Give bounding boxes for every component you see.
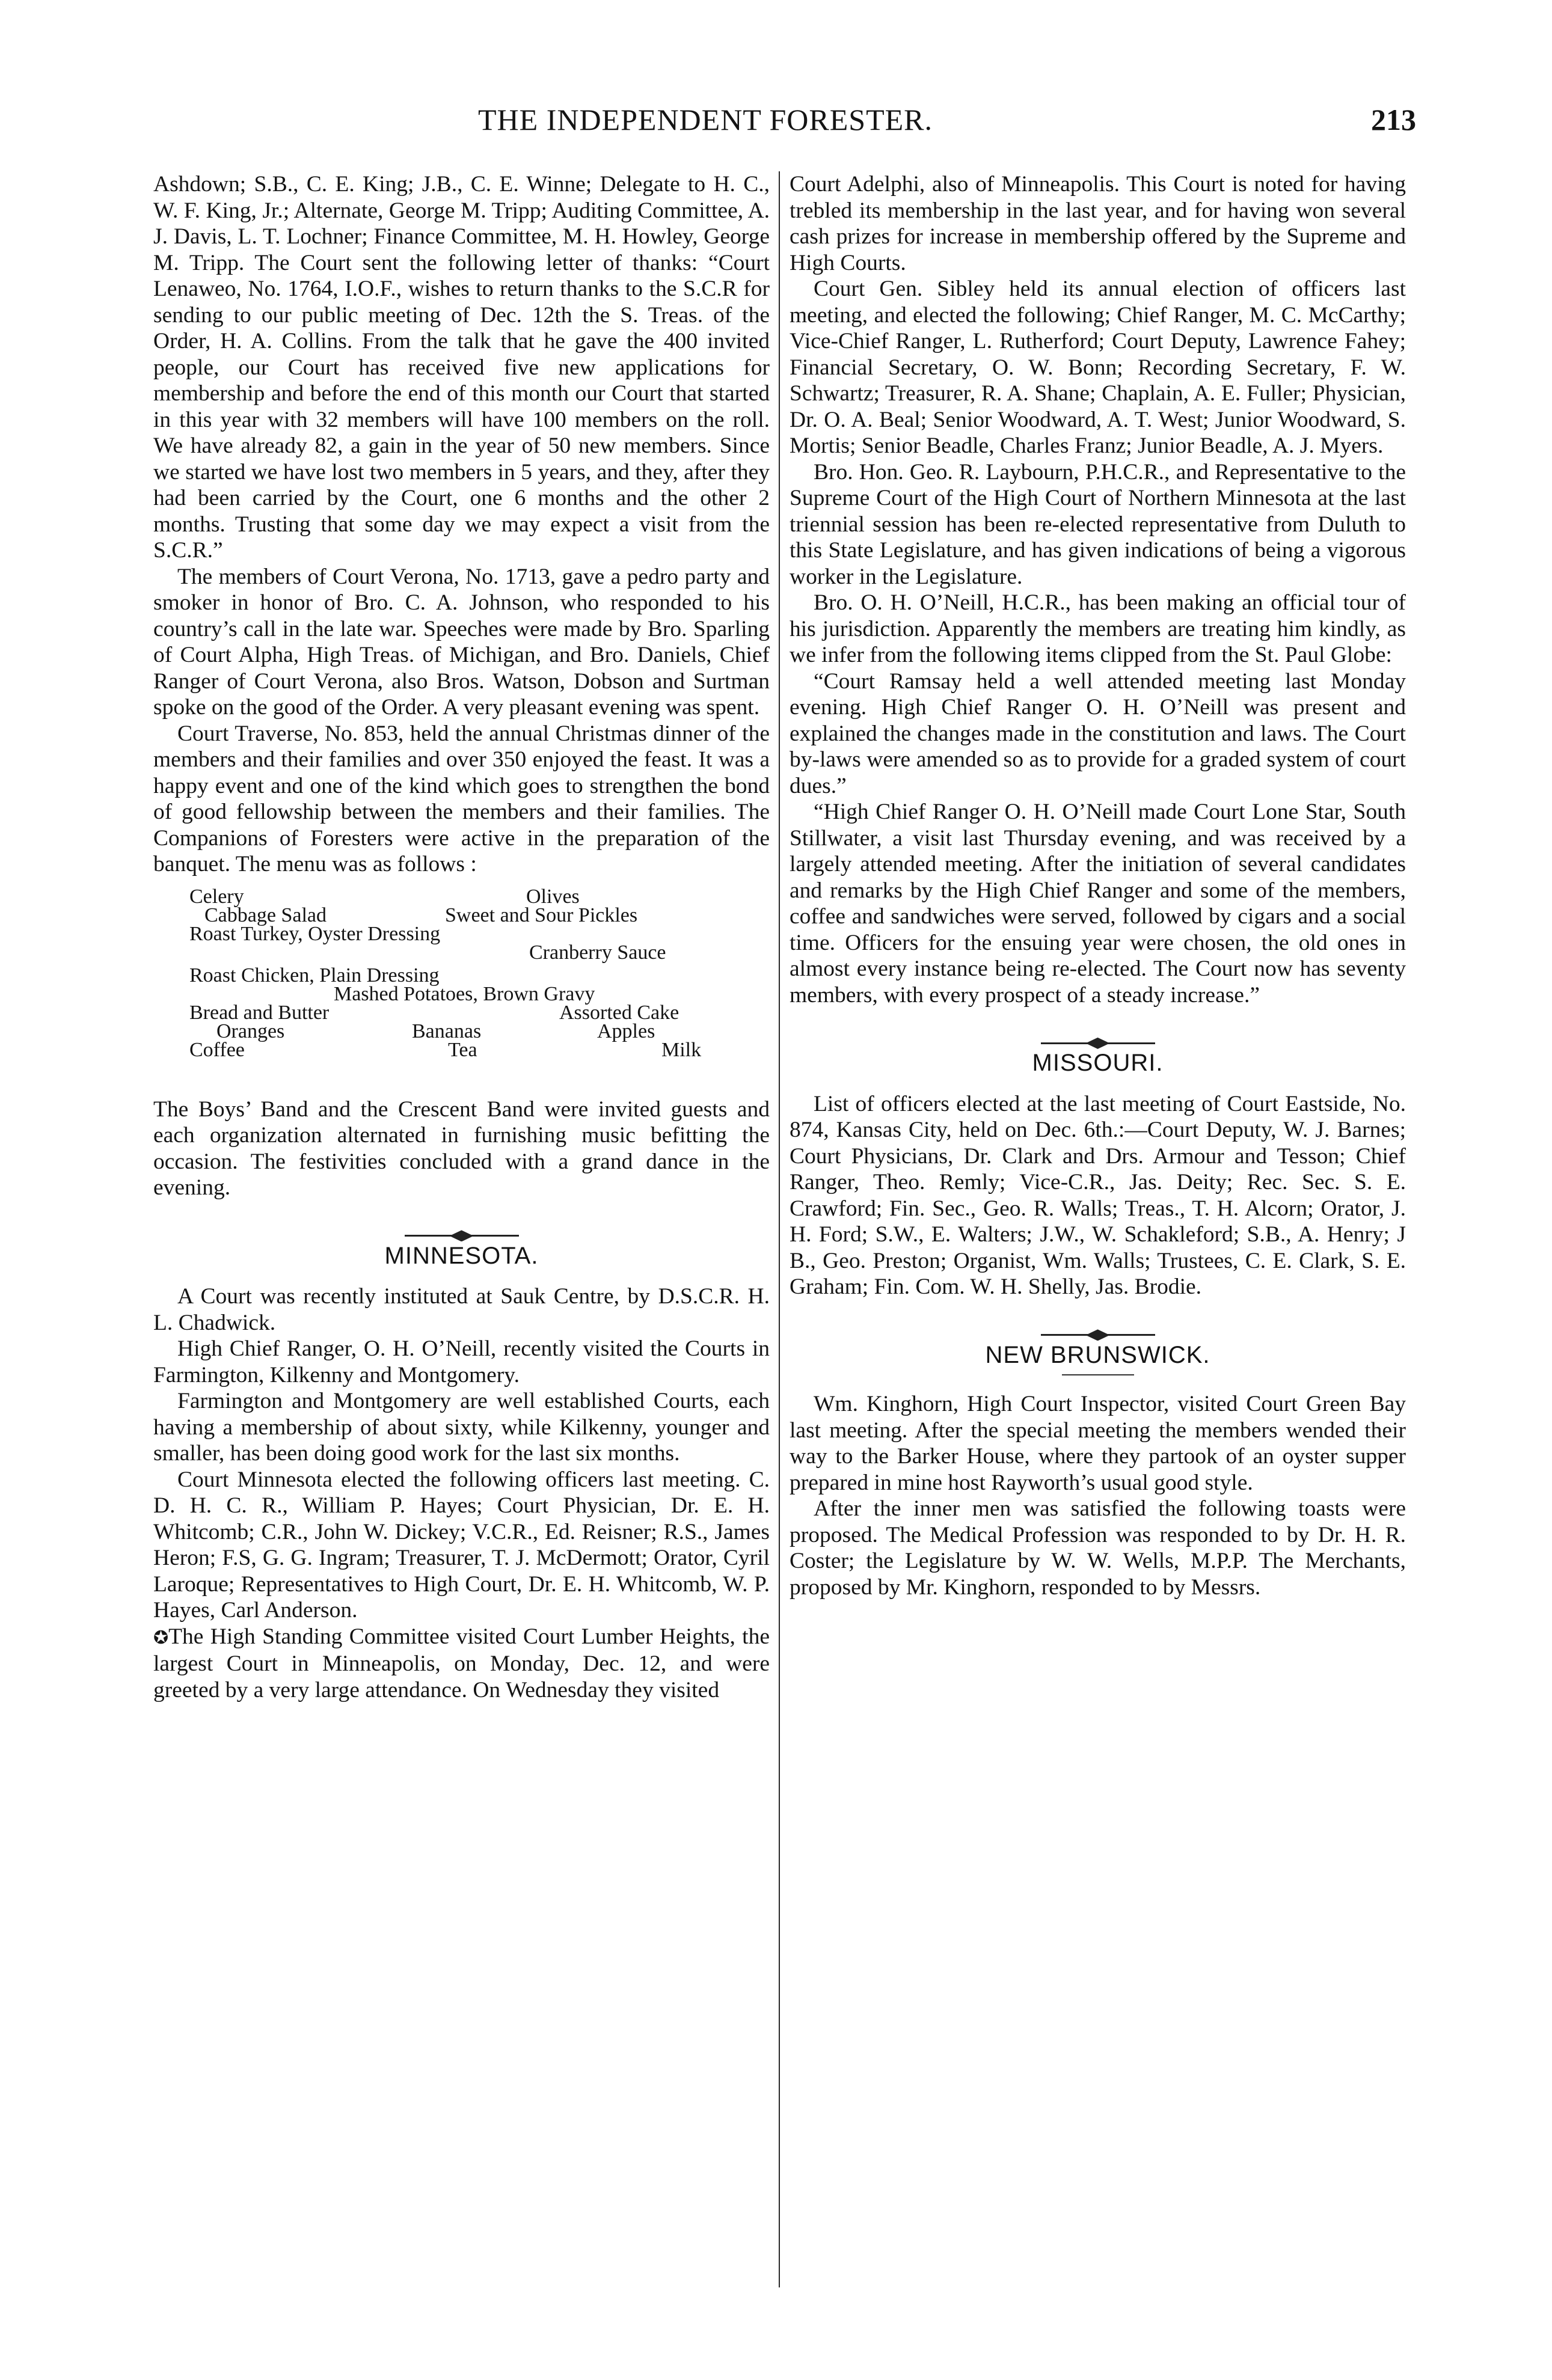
menu-item: Roast Turkey, Oyster Dressing bbox=[189, 922, 441, 945]
article-paragraph: The members of Court Verona, No. 1713, gave a pedro party and smoker in honor of Bro. C. A. Johnson, who responded to his country’s call in the late war. Speeches were made by Bro. Sparling of Court Alpha, High Treas. of Michigan, and Bro. Daniels, Chief Ranger of Court Verona, also Bros. Watson, Dobson and Surtman spoke on the good of the Order. A very pleasant evening was spent. bbox=[153, 564, 770, 720]
article-paragraph: “Court Ramsay held a well attended meeting last Monday evening. High Chief Ranger O. H. O’Neill was present and explained the changes made in the constitution and laws. The Court by-laws were amended so as to provide for a graded system of court dues.” bbox=[790, 668, 1406, 798]
heading-underline bbox=[1062, 1374, 1134, 1375]
article-paragraph: Bro. Hon. Geo. R. Laybourn, P.H.C.R., and Representative to the Supreme Court of the High Court of Northern Minnesota at the last triennial session has been re-elected representative from Duluth to this State Legislature, and has given indications of being a vigorous worker in the Legislature. bbox=[790, 459, 1406, 589]
menu-item: Oranges bbox=[216, 1020, 285, 1042]
menu-item: Mashed Potatoes, Brown Gravy bbox=[334, 982, 595, 1005]
article-paragraph: Bro. O. H. O’Neill, H.C.R., has been making an official tour of his jurisdiction. Apparently the members are treating him kindly, as we infer from the following items clipped from the St. Paul Globe: bbox=[790, 590, 1406, 667]
article-paragraph: List of officers elected at the last meeting of Court Eastside, No. 874, Kansas City, held on Dec. 6th.:—Court Deputy, W. J. Barnes; Court Physicians, Dr. Clark and Drs. Armour and Tesson; Chief Ranger, Theo. Remly; Vice-C.R., Jas. Deity; Rec. Sec. S. E. Crawford; Fin. Sec., Geo. R. Walls; Treas., T. H. Alcorn; Orator, J. H. Ford; S.W., E. Walters; J.W., W. Schakleford; S.B., A. Henry; J B., Geo. Preston; Organist, Wm. Walls; Trustees, C. E. Clark, S. E. Graham; Fin. Com. W. H. Shelly, Jas. Brodie. bbox=[790, 1091, 1406, 1299]
menu-item: Coffee bbox=[189, 1038, 245, 1061]
menu-item: Cabbage Salad bbox=[204, 904, 327, 926]
article-paragraph: Court Traverse, No. 853, held the annual Christmas dinner of the members and their families and over 350 enjoyed the feast. It was a happy event and one of the kind which goes to strengthen the bond of good fellowship between the members and their families. The Companions of Foresters were active in the preparation of the banquet. The menu was as follows : bbox=[153, 721, 770, 876]
menu-item: Bread and Butter bbox=[189, 1001, 330, 1024]
article-paragraph: A Court was recently instituted at Sauk Centre, by D.S.C.R. H. L. Chadwick. bbox=[153, 1284, 770, 1335]
menu-item: Sweet and Sour Pickles bbox=[445, 904, 638, 926]
article-paragraph: Wm. Kinghorn, High Court Inspector, visited Court Green Bay last meeting. After the special meeting the members wended their way to the Barker House, where they partook of an oyster supper prepared in mine host Rayworth’s usual good style. bbox=[790, 1392, 1406, 1495]
article-paragraph: High Chief Ranger, O. H. O’Neill, recently visited the Courts in Farmington, Kilkenny and Montgomery. bbox=[153, 1336, 770, 1387]
running-head bbox=[153, 102, 1416, 150]
page-number: 213 bbox=[1371, 103, 1416, 136]
article-paragraph: Ashdown; S.B., C. E. King; J.B., C. E. Winne; Delegate to H. C., W. F. King, Jr.; Alternate, George M. Tripp; Auditing Committee, A. J. Davis, L. T. Lochner; Finance Committee, M. H. Howley, George M. Tripp. The Court sent the following letter of thanks: “Court Lenaweo, No. 1764, I.O.F., wishes to return thanks to the S.C.R for sending to our public meeting of Dec. 12th the S. Treas. of the Order, H. A. Collins. From the talk that he gave the 400 invited people, our Court has received five new applications for membership and before the end of this month our Court that started in this year with 32 members will have 100 members on the roll. We have already 82, a gain in the year of 50 new members. Since we started we have lost two members in 5 years, and they, after they had been carried by the Court, one 6 months and the other 2 months. Trusting that some day we may expect a visit from the S.C.R.” bbox=[153, 172, 770, 563]
ornament-rule bbox=[405, 1235, 519, 1237]
journal-page bbox=[153, 102, 1416, 2326]
section-ornament bbox=[790, 1321, 1406, 1336]
journal-title: THE INDEPENDENT FORESTER. bbox=[478, 103, 933, 136]
section-heading-new-brunswick: NEW BRUNSWICK. bbox=[985, 1341, 1210, 1368]
menu-item: Olives bbox=[526, 885, 580, 908]
section-ornament bbox=[790, 1029, 1406, 1044]
ornament-rule bbox=[1041, 1042, 1155, 1044]
article-paragraph: Court Minnesota elected the following officers last meeting. C. D. H. C. R., William P. Hayes; Court Physician, Dr. E. H. Whitcomb; C.R., John W. Dickey; V.C.R., Ed. Reisner; R.S., James Heron; F.S, G. G. Ingram; Treasurer, T. J. McDermott; Orator, Cyril Laroque; Representatives to High Court, Dr. E. H. Whitcomb, W. P. Hayes, Carl Anderson. bbox=[153, 1467, 770, 1623]
left-column bbox=[153, 171, 770, 1703]
article-paragraph bbox=[153, 1624, 770, 1704]
article-paragraph: Court Gen. Sibley held its annual election of officers last meeting, and elected the following; Chief Ranger, M. C. McCarthy; Vice-Chief Ranger, L. Rutherford; Court Deputy, Lawrence Fahey; Financial Secretary, O. W. Bonn; Recording Secretary, F. W. Schwartz; Treasurer, R. A. Shane; Chaplain, A. E. Fuller; Physician, Dr. O. A. Beal; Senior Woodward, A. T. West; Junior Woodward, S. Mortis; Senior Beadle, Charles Franz; Junior Beadle, A. J. Myers. bbox=[790, 277, 1406, 458]
article-paragraph: “High Chief Ranger O. H. O’Neill made Court Lone Star, South Stillwater, a visit last Thursday evening, and was received by a largely attended meeting. After the initiation of several candidates and remarks by the High Chief Ranger and some of the members, coffee and sandwiches were served, followed by cigars and a social time. Officers for the ensuing year were chosen, the old ones in almost every instance being re-elected. The Court now has seventy members, with every prospect of a steady increase.” bbox=[790, 800, 1406, 1008]
menu-item: Apples bbox=[597, 1020, 655, 1042]
article-paragraph: Farmington and Montgomery are well established Courts, each having a membership of about sixty, while Kilkenny, younger and smaller, has been doing good work for the last six months. bbox=[153, 1389, 770, 1466]
article-text: The High Standing Committee visited Court Lumber Heights, the largest Court in Minneapolis, on Monday, Dec. 12, and were greeted by a very large attendance. On Wednesday they visited bbox=[153, 1624, 770, 1702]
section-ornament bbox=[153, 1222, 770, 1237]
menu-item: Cranberry Sauce bbox=[529, 941, 666, 964]
menu-item: Celery bbox=[189, 885, 244, 908]
menu-item: Tea bbox=[448, 1038, 477, 1061]
article-paragraph: After the inner men was satisfied the following toasts were proposed. The Medical Profession was responded to by Dr. H. R. Coster; the Legislature by W. W. Wells, M.P.P. The Merchants, proposed by Mr. Kinghorn, responded to by Messrs. bbox=[790, 1496, 1406, 1600]
column-rule bbox=[779, 171, 780, 2287]
menu-item: Roast Chicken, Plain Dressing bbox=[189, 964, 440, 987]
article-paragraph: The Boys’ Band and the Crescent Band were invited guests and each organization alternated in furnishing music befitting the occasion. The festivities concluded with a grand dance in the evening. bbox=[153, 1097, 770, 1200]
ornament-rule bbox=[1041, 1334, 1155, 1336]
article-paragraph: Court Adelphi, also of Minneapolis. This Court is noted for having trebled its membership in the last year, and for having won several cash prizes for increase in membership offered by the Supreme and High Courts. bbox=[790, 172, 1406, 275]
right-column bbox=[790, 171, 1406, 1600]
printer-mark-icon: ✪ bbox=[153, 1627, 169, 1648]
banquet-menu bbox=[153, 887, 770, 1086]
section-heading-minnesota: MINNESOTA. bbox=[384, 1242, 539, 1269]
menu-item: Bananas bbox=[412, 1020, 482, 1042]
menu-item: Milk bbox=[661, 1038, 702, 1061]
menu-item: Assorted Cake bbox=[559, 1001, 679, 1024]
section-heading-missouri: MISSOURI. bbox=[1032, 1050, 1164, 1076]
